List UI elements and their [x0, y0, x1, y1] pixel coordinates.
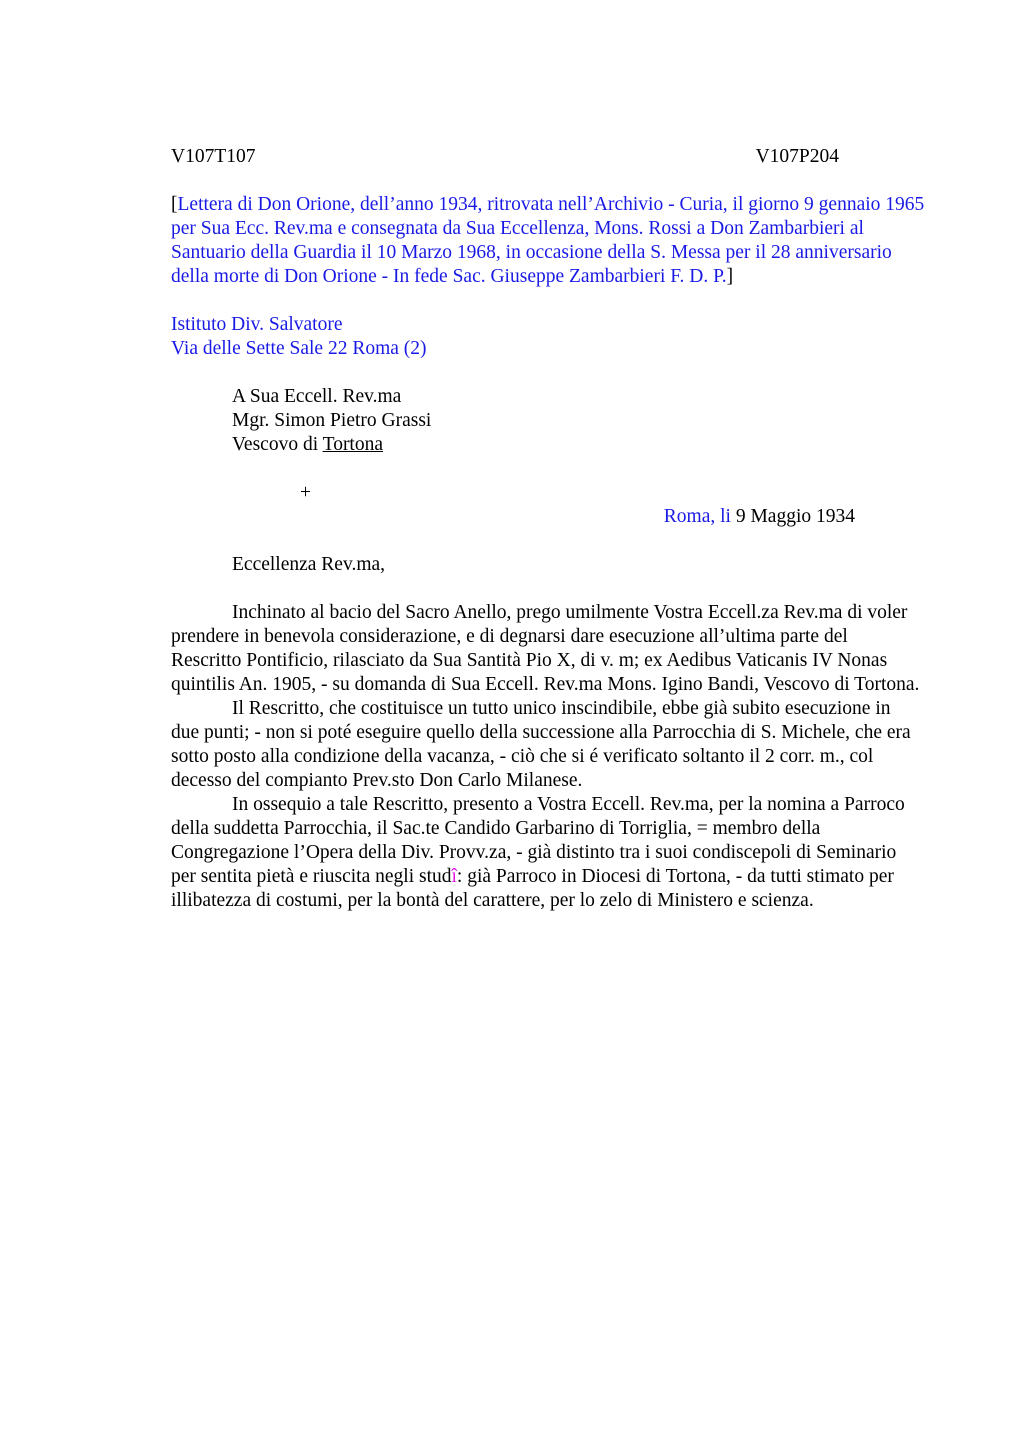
left-code: V107T107 — [171, 146, 256, 167]
sender-block — [171, 313, 931, 361]
sender-line-2: Via delle Sette Sale 22 Roma (2) — [171, 338, 427, 359]
recipient-block — [171, 385, 931, 457]
document-header — [171, 145, 839, 169]
paragraph-3-mark: î — [451, 866, 457, 887]
date-value: 9 Maggio 1934 — [730, 506, 855, 527]
paragraph-1: Inchinato al bacio del Sacro Anello, prego umilmente Vostra Eccell.za Rev.ma di voler prendere in benevola considerazione, e di degnarsi dare esecuzione all’ultima parte del Rescritto Pontificio, rilasciato da Sua Santità Pio X, di v. m; ex Aedibus Vaticanis IV Nonas quintilis An. 1905, - su domanda di Sua Eccell. Rev.ma Mons. Igino Bandi, Vescovo di Tortona. — [171, 602, 920, 695]
recipient-line-1: A Sua Eccell. Rev.ma — [232, 386, 402, 407]
recipient-line-2: Mgr. Simon Pietro Grassi — [232, 410, 432, 431]
right-code: V107P204 — [755, 146, 839, 167]
intro-note — [171, 193, 931, 289]
date-line — [171, 505, 931, 529]
intro-close-bracket: ] — [726, 266, 734, 287]
cross-symbol: + — [300, 482, 311, 503]
letter-body — [171, 601, 923, 913]
paragraph-3 — [171, 793, 923, 913]
recipient-line-3-prefix: Vescovo di — [232, 434, 323, 455]
paragraph-2: Il Rescritto, che costituisce un tutto unico inscindibile, ebbe già subito esecuzione in due punti; - non si poté eseguire quello della successione alla Parrocchia di S. Michele, che era sotto posto alla condizione della vacanza, - ciò che si é verificato soltanto il 2 corr. m., col decesso del compianto Prev.sto Don Carlo Milanese. — [171, 698, 911, 791]
sender-line-1: Istituto Div. Salvatore — [171, 314, 343, 335]
intro-open-bracket: [ — [171, 194, 178, 215]
recipient-line-3 — [232, 433, 931, 457]
salutation: Eccellenza Rev.ma, — [232, 554, 386, 575]
intro-note-text: Lettera di Don Orione, dell’anno 1934, ritrovata nell’Archivio - Curia, il giorno 9 gennaio 1965 per Sua Ecc. Rev.ma e consegnata da Sua Eccellenza, Mons. Rossi a Don Zambarbieri al Santuario della Guardia il 10 Marzo 1968, in occasione della S. Messa per il 28 anniversario della morte di Don Orione - In fede Sac. Giuseppe Zambarbieri F. D. P. — [171, 194, 925, 287]
paragraph-3-end: : già Parroco in Diocesi di Tortona, - da tutti stimato per illibatezza di costumi, per la bontà del carattere, per lo zelo di Ministero e scienza. — [171, 866, 894, 911]
recipient-place: Tortona — [322, 434, 384, 455]
paragraph-3-start: In ossequio a tale Rescritto, presento a Vostra Eccell. Rev.ma, per la nomina a Parroco della suddetta Parrocchia, il Sac.te Candido Garbarino di Torriglia, = membro della Congregazione l’Opera della Div. Provv.za, - già distinto tra i suoi condiscepoli di Seminario per sentita pietà e riuscita negli stud — [171, 794, 905, 887]
letter-page — [171, 145, 931, 913]
date-place: Roma, li — [663, 506, 731, 527]
